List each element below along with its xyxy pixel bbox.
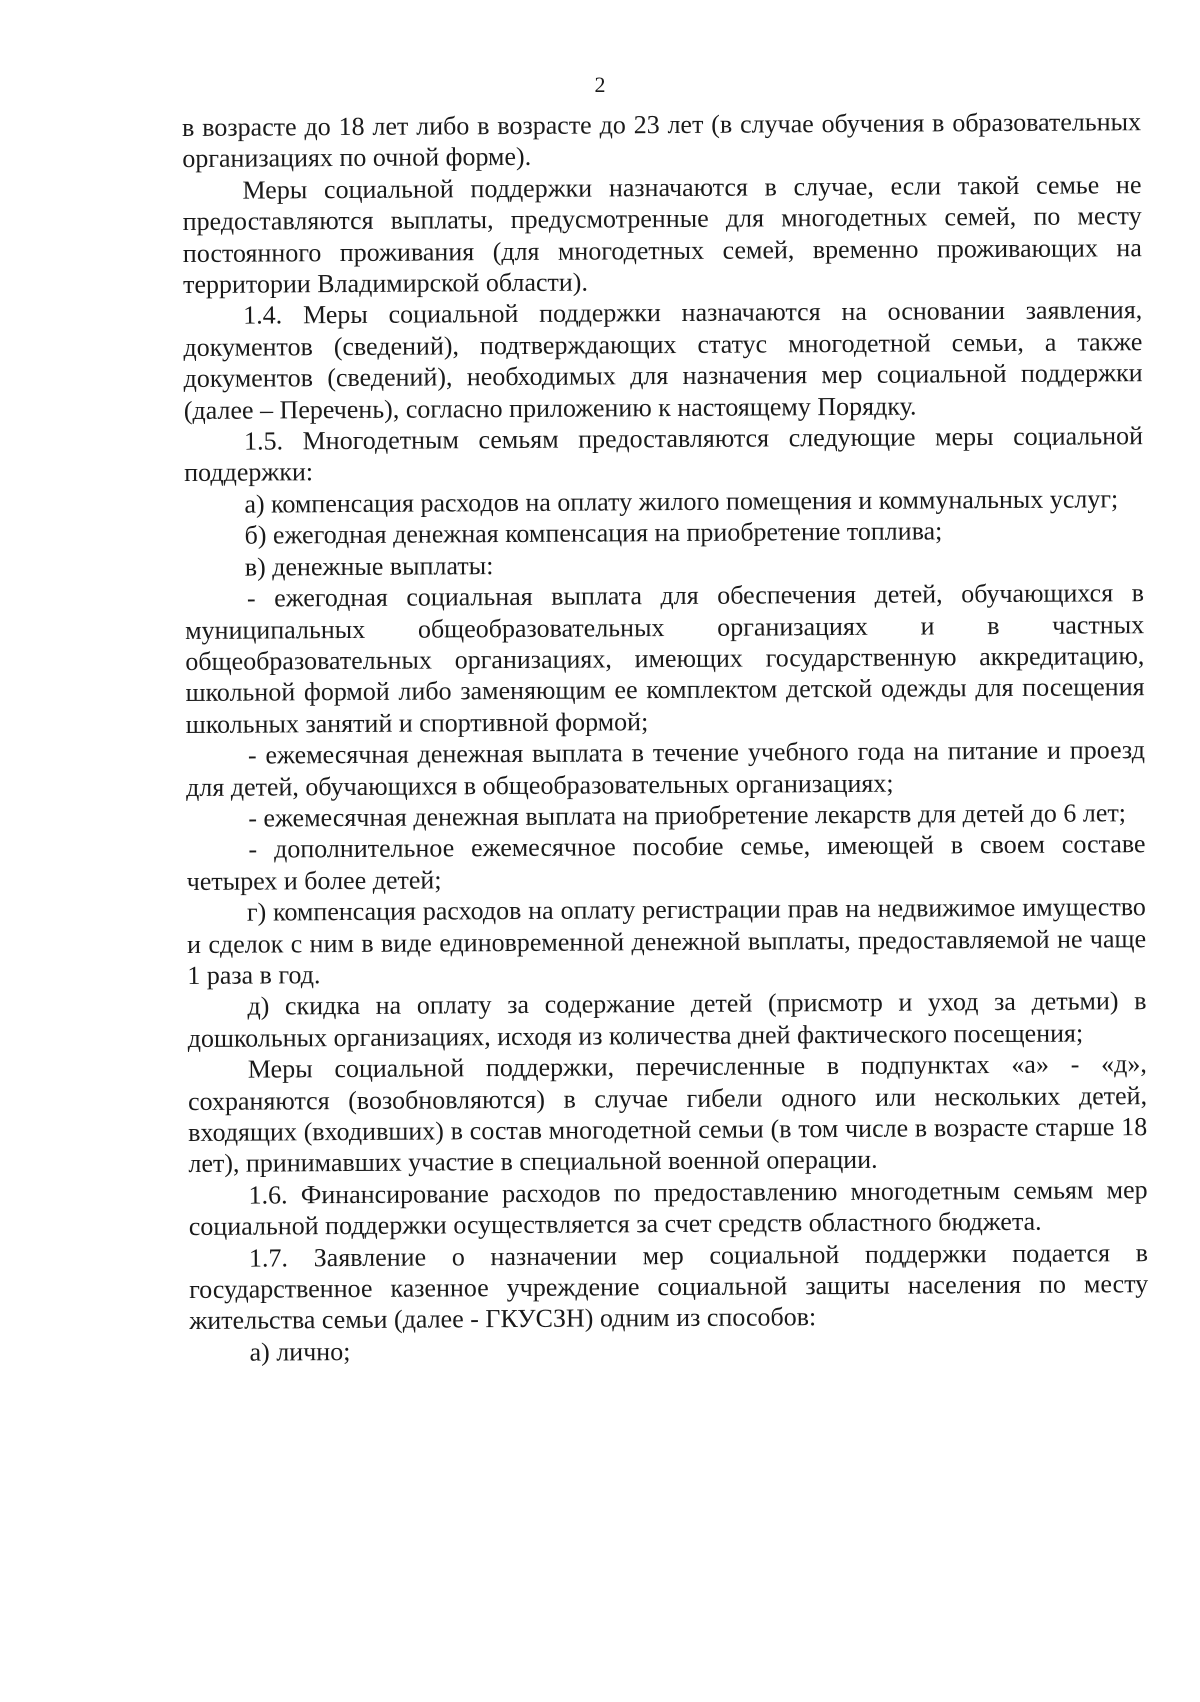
paragraph-age-limit: в возрасте до 18 лет либо в возрасте до 23 лет (в случае обучения в образовательных организациях по очной форме). (182, 107, 1142, 174)
paragraph-1-7: 1.7. Заявление о назначении мер социальной поддержки подается в государственное казенное учреждение социальной защиты населения по месту жительства семьи (далее - ГКУСЗН) одним из способов: (189, 1237, 1149, 1336)
sub-item-meals-transport: - ежемесячная денежная выплата в течение учебного года на питание и проезд для детей, обучающихся в общеобразовательных организациях; (186, 735, 1146, 802)
list-item-a: а) компенсация расходов на оплату жилого помещения и коммунальных услуг; (244, 484, 1119, 519)
document-body (182, 106, 1149, 1368)
paragraph-preservation: Меры социальной поддержки, перечисленные в подпунктах «а» - «д», сохраняются (возобновляются) в случае гибели одного или нескольких детей, входящих (входивших) в состав многодетной семьи (в том числе в возрасте старше 18 лет), принимавших участие в специальной военной операции. (187, 1049, 1148, 1179)
list-item-v: в) денежные выплаты: (244, 550, 494, 582)
list-item-g: г) компенсация расходов на оплату регистрации прав на недвижимое имущество и сделок с ним в виде единовременной денежной выплаты, предоставляемой не чаще 1 раза в год. (186, 892, 1147, 990)
sub-item-additional-allowance: - дополнительное ежемесячное пособие семье, имеющей в своем составе четырех и более детей; (186, 829, 1146, 896)
paragraph-1-6: 1.6. Финансирование расходов по предоставлению многодетным семьям мер социальной поддержки осуществляется за счет средств областного бюджета. (188, 1174, 1148, 1242)
list-item-b: б) ежегодная денежная компенсация на приобретение топлива; (244, 516, 943, 550)
list-item-in-person: а) лично; (249, 1336, 351, 1367)
paragraph-1-4: 1.4. Меры социальной поддержки назначаются на основании заявления, документов (сведений), подтверждающих статус многодетной семьи, а также документов (сведений), необходимых для назначения мер социальной поддержки (далее – Перечень), согласно приложению к настоящему Порядку. (183, 295, 1143, 425)
paragraph-assignment-condition: Меры социальной поддержки назначаются в случае, если такой семье не предоставляются выплаты, предусмотренные для многодетных семей, по месту постоянного проживания (для многодетных семей, временно проживающих на территории Владимирской области). (182, 169, 1142, 300)
paragraph-1-5: 1.5. Многодетным семьям предоставляются следующие меры социальной поддержки: (184, 421, 1144, 488)
sub-item-school-uniform: - ежегодная социальная выплата для обеспечения детей, обучающихся в муниципальных общеобразовательных организациях и в частных общеобразовательных организациях, имеющих государственную аккредитацию, школьной формой либо заменяющим ее комплектом детской одежды для посещения школьных занятий и спортивной формой; (185, 578, 1145, 739)
page-number: 2 (594, 72, 606, 97)
list-item-d: д) скидка на оплату за содержание детей (присмотр и уход за детьми) в дошкольных организациях, исходя из количества дней фактического посещения; (187, 986, 1147, 1053)
sub-item-medicines: - ежемесячная денежная выплата на приобретение лекарств для детей до 6 лет; (248, 798, 1127, 833)
